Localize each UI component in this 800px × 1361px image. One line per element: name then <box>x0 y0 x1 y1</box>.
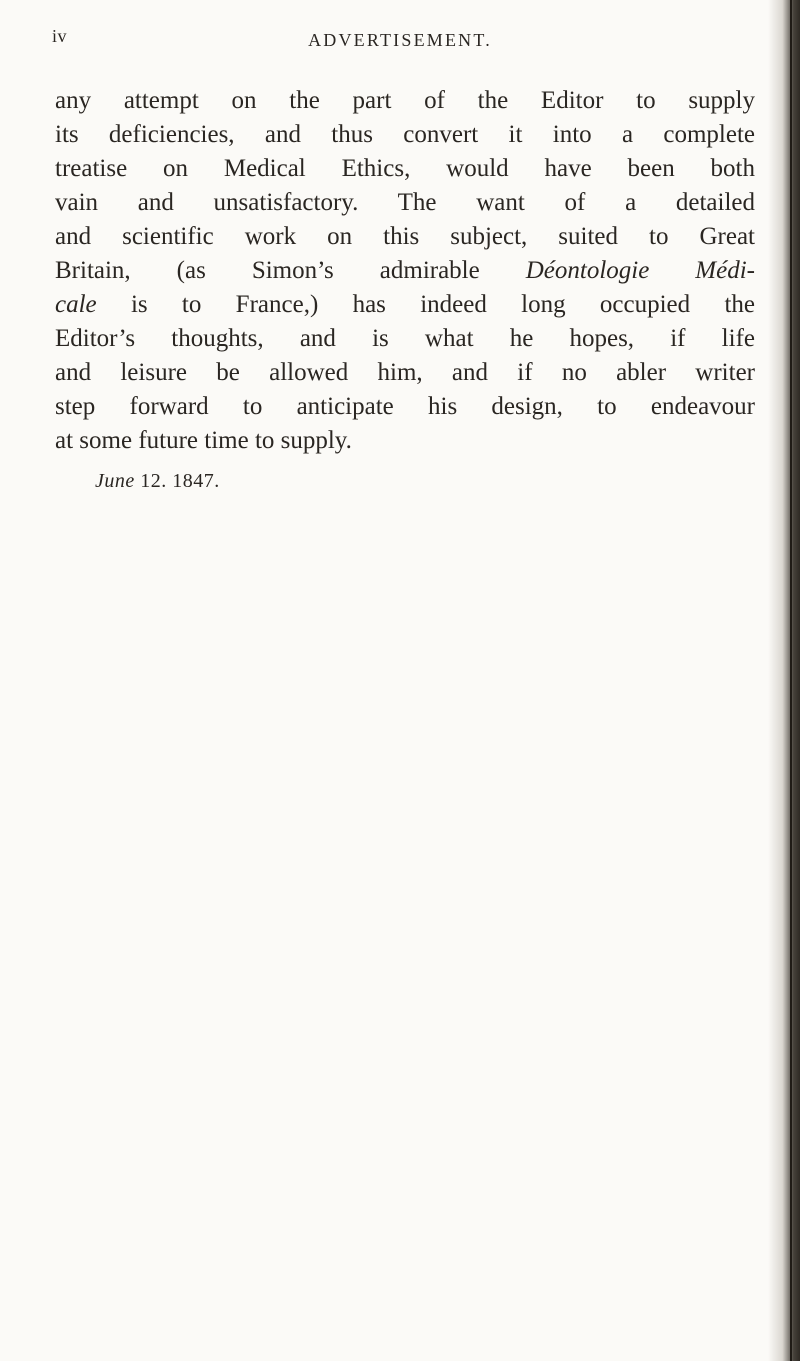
page-edge-line <box>790 0 792 1361</box>
page-edge-shadow <box>768 0 800 1361</box>
text-line: Editor’s thoughts, and is what he hopes, if life <box>55 325 755 352</box>
text-line: any attempt on the part of the Editor to supply <box>55 87 755 114</box>
text-line: and leisure be allowed him, and if no abler writer <box>55 359 755 386</box>
text-line: and scientific work on this subject, suited to Great <box>55 223 755 250</box>
text-line: at some future time to supply. <box>55 427 352 454</box>
running-head: ADVERTISEMENT. <box>308 30 492 50</box>
text-line: step forward to anticipate his design, to endeavour <box>55 393 755 420</box>
page-number: iv <box>52 26 68 46</box>
text-line: Britain, (as Simon’s admirable Déontologie Médi- <box>55 257 755 284</box>
dateline: June 12. 1847. <box>95 470 220 492</box>
italic-title: Déontologie Médi- <box>525 257 755 284</box>
italic-title: cale <box>55 291 97 318</box>
text-line: vain and unsatisfactory. The want of a detailed <box>55 189 755 216</box>
text-line: cale is to France,) has indeed long occupied the <box>55 291 755 318</box>
text-line: treatise on Medical Ethics, would have been both <box>55 155 755 182</box>
body-paragraph <box>55 84 755 458</box>
text-line: its deficiencies, and thus convert it into a complete <box>55 121 755 148</box>
